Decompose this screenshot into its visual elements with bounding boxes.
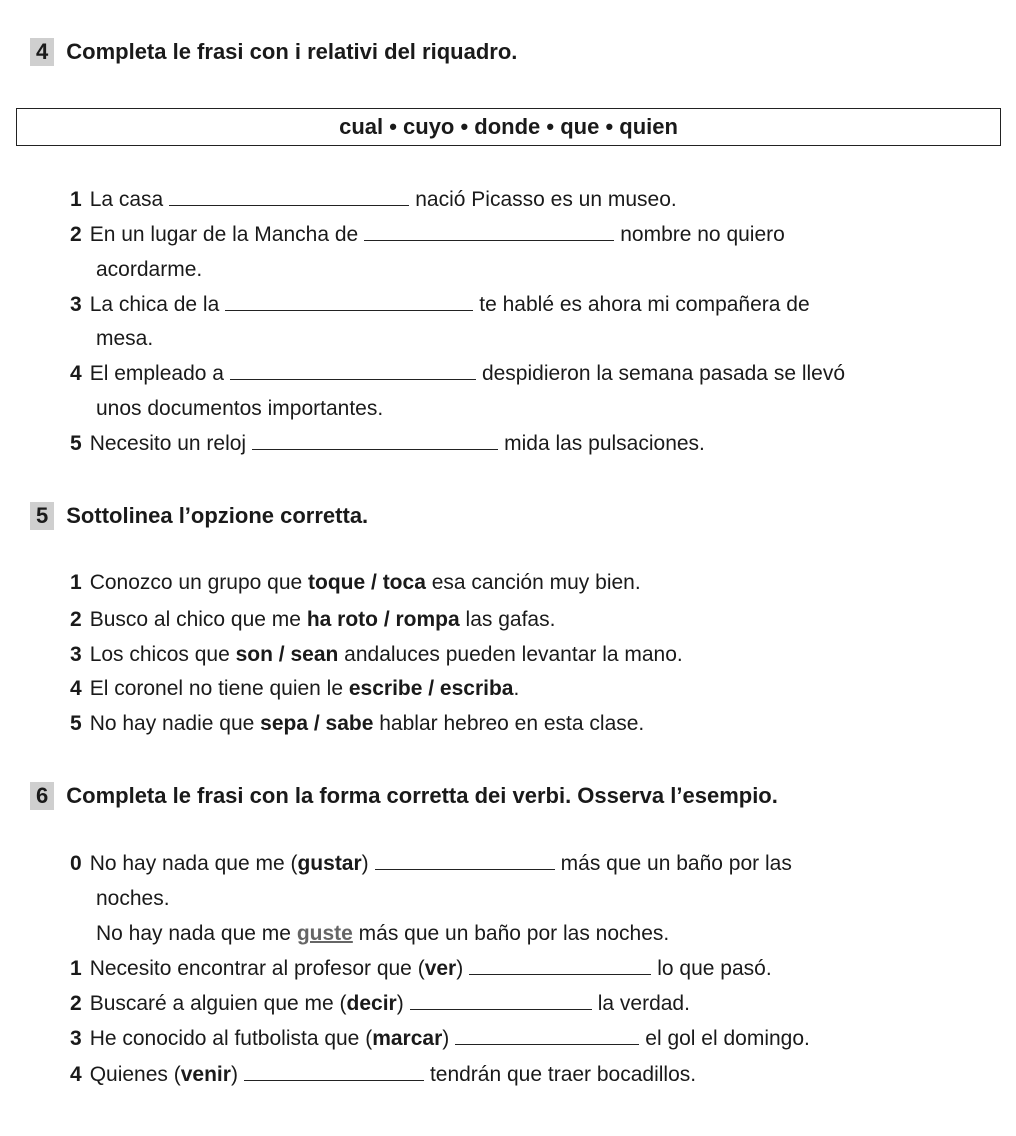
exercise-4-header <box>30 38 517 66</box>
ex6-item-2: 2 Buscaré a alguien que me (decir) la verdad. <box>70 987 690 1021</box>
exercise-title: Sottolinea l’opzione corretta. <box>66 503 369 528</box>
word-box: cual • cuyo • donde • que • quien <box>16 108 1001 146</box>
answer-blank[interactable] <box>169 183 409 206</box>
exercise-number: 5 <box>30 502 54 530</box>
ex6-item-1: 1 Necesito encontrar al profesor que (ver) lo que pasó. <box>70 952 772 986</box>
ex4-item-3: 3 La chica de la te hablé es ahora mi compañera de <box>70 288 810 322</box>
answer-blank[interactable] <box>410 987 592 1010</box>
exercise-6-header <box>30 782 778 810</box>
ex4-item-1: 1 La casa nació Picasso es un museo. <box>70 183 677 217</box>
ex5-item-3: 3 Los chicos que son / sean andaluces pueden levantar la mano. <box>70 643 683 666</box>
ex4-item-2: 2 En un lugar de la Mancha de nombre no quiero <box>70 218 785 252</box>
ex6-item-3: 3 He conocido al futbolista que (marcar) el gol el domingo. <box>70 1022 810 1056</box>
answer-blank <box>375 847 555 870</box>
ex4-item-4: 4 El empleado a despidieron la semana pasada se llevó <box>70 357 845 391</box>
ex5-item-5: 5 No hay nadie que sepa / sabe hablar hebreo en esta clase. <box>70 712 645 735</box>
ex6-example: 0 No hay nada que me (gustar) más que un baño por las <box>70 847 792 881</box>
option-pair[interactable]: escribe / escriba <box>348 677 514 700</box>
option-pair[interactable]: son / sean <box>235 643 339 666</box>
ex5-item-1: 1 Conozco un grupo que toque / toca esa canción muy bien. <box>70 571 641 594</box>
exercise-number: 4 <box>30 38 54 66</box>
ex4-item-4-cont: unos documentos importantes. <box>96 397 384 420</box>
ex6-example-cont: noches. <box>96 887 170 910</box>
answer-blank[interactable] <box>244 1058 424 1081</box>
example-answer: guste <box>296 922 353 945</box>
answer-blank[interactable] <box>252 427 498 450</box>
answer-blank[interactable] <box>225 288 473 311</box>
option-pair[interactable]: toque / toca <box>308 571 426 594</box>
exercise-title: Completa le frasi con i relativi del riquadro. <box>66 39 518 64</box>
ex4-item-2-cont: acordarme. <box>96 258 203 281</box>
ex5-item-2: 2 Busco al chico que me ha roto / rompa las gafas. <box>70 608 556 631</box>
option-pair[interactable]: ha roto / rompa <box>306 608 460 631</box>
answer-blank[interactable] <box>469 952 651 975</box>
ex5-item-4: 4 El coronel no tiene quien le escribe / escriba. <box>70 677 520 700</box>
answer-blank[interactable] <box>455 1022 639 1045</box>
exercise-title: Completa le frasi con la forma corretta dei verbi. Osserva l’esempio. <box>66 783 778 808</box>
ex6-example-answer: No hay nada que me guste más que un baño por las noches. <box>96 922 670 945</box>
ex4-item-5: 5 Necesito un reloj mida las pulsaciones. <box>70 427 705 461</box>
answer-blank[interactable] <box>230 357 476 380</box>
exercise-number: 6 <box>30 782 54 810</box>
option-pair[interactable]: sepa / sabe <box>260 712 374 735</box>
answer-blank[interactable] <box>364 218 614 241</box>
ex4-item-3-cont: mesa. <box>96 327 154 350</box>
exercise-5-header <box>30 502 368 530</box>
ex6-item-4: 4 Quienes (venir) tendrán que traer bocadillos. <box>70 1058 696 1092</box>
